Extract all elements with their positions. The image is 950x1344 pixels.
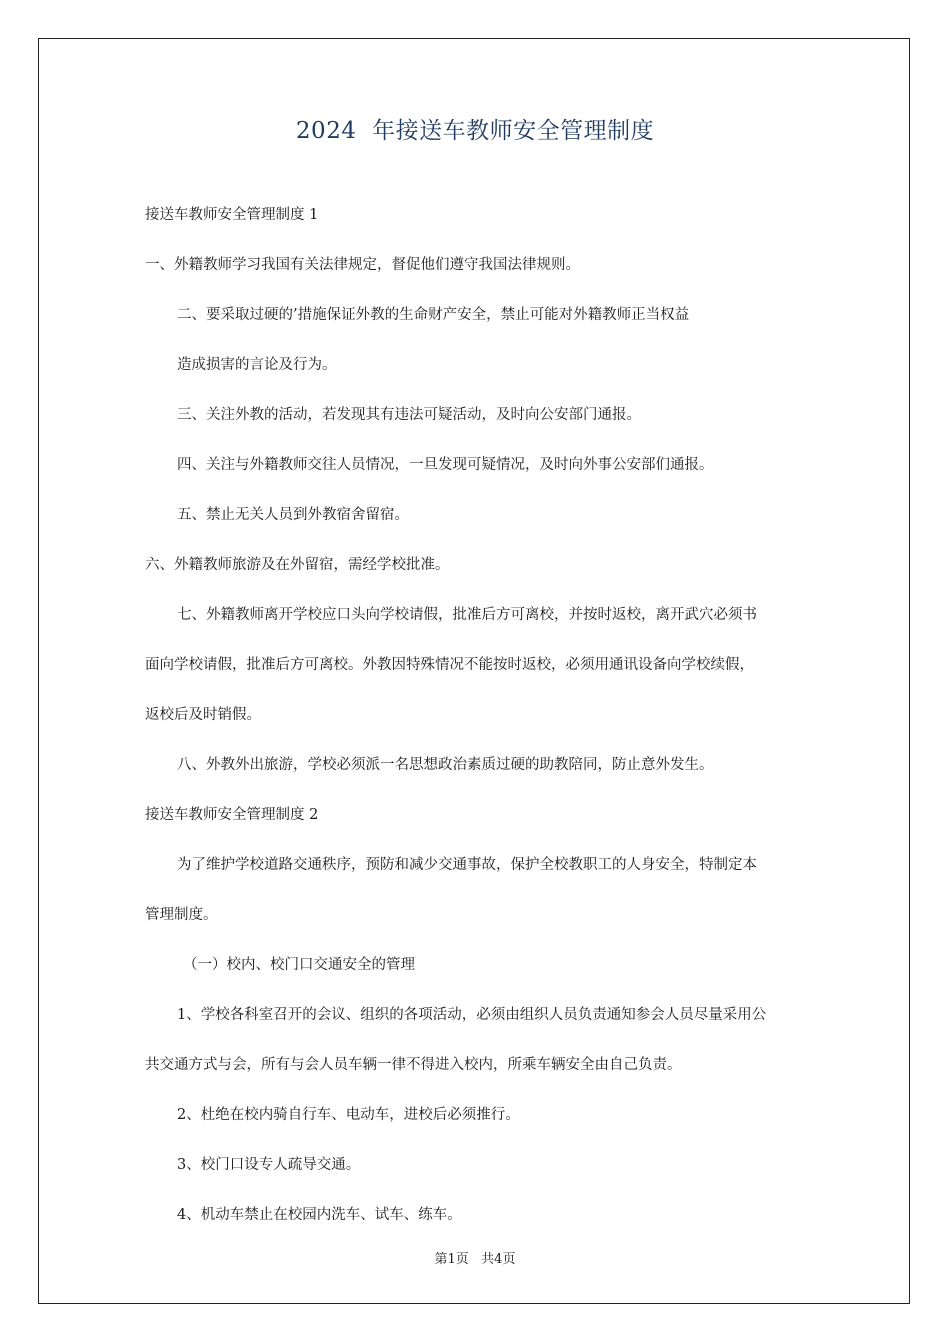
- paragraph-line: 面向学校请假，批准后方可离校。外教因特殊情况不能按时返校，必须用通讯设备向学校续假，: [145, 657, 754, 673]
- paragraph-line: 返校后及时销假。: [145, 707, 261, 723]
- section-heading: 接送车教师安全管理制度 1: [145, 207, 319, 223]
- subsection-heading: （一）校内、校门口交通安全的管理: [183, 957, 415, 973]
- section-heading: 接送车教师安全管理制度 2: [145, 807, 319, 823]
- paragraph-line: 为了维护学校道路交通秩序，预防和减少交通事故，保护全校教职工的人身安全，特制定本: [177, 857, 757, 873]
- paragraph-line: 共交通方式与会，所有与会人员车辆一律不得进入校内，所乘车辆安全由自己负责。: [145, 1057, 682, 1073]
- document-title: 2024 年接送车教师安全管理制度: [295, 118, 655, 144]
- paragraph-line: 3、校门口设专人疏导交通。: [177, 1157, 361, 1173]
- paragraph-line: 七、外籍教师离开学校应口头向学校请假，批准后方可离校，并按时返校，离开武穴必须书: [177, 607, 757, 623]
- paragraph-line: 三、关注外教的活动，若发现其有违法可疑活动，及时向公安部门通报。: [177, 407, 641, 423]
- paragraph-line: 六、外籍教师旅游及在外留宿，需经学校批准。: [145, 557, 450, 573]
- paragraph-line: 2、杜绝在校内骑自行车、电动车，进校后必须推行。: [177, 1107, 520, 1123]
- paragraph-line: 4、机动车禁止在校园内洗车、试车、练车。: [177, 1207, 462, 1223]
- paragraph-line: 八、外教外出旅游，学校必须派一名思想政治素质过硬的助教陪同，防止意外发生。: [177, 757, 714, 773]
- paragraph-line: 造成损害的言论及行为。: [177, 357, 337, 373]
- paragraph-line: 四、关注与外籍教师交往人员情况，一旦发现可疑情况，及时向外事公安部们通报。: [177, 457, 714, 473]
- paragraph-line: 一、外籍教师学习我国有关法律规定，督促他们遵守我国法律规则。: [145, 257, 580, 273]
- page-footer: 第1页 共4页: [434, 1252, 516, 1267]
- paragraph-line: 五、禁止无关人员到外教宿舍留宿。: [177, 507, 409, 523]
- paragraph-line: 管理制度。: [145, 907, 218, 923]
- paragraph-line: 1、学校各科室召开的会议、组织的各项活动，必须由组织人员负责通知参会人员尽量采用公: [177, 1007, 767, 1023]
- paragraph-line: 二、要采取过硬的’措施保证外教的生命财产安全，禁止可能对外籍教师正当权益: [177, 307, 690, 323]
